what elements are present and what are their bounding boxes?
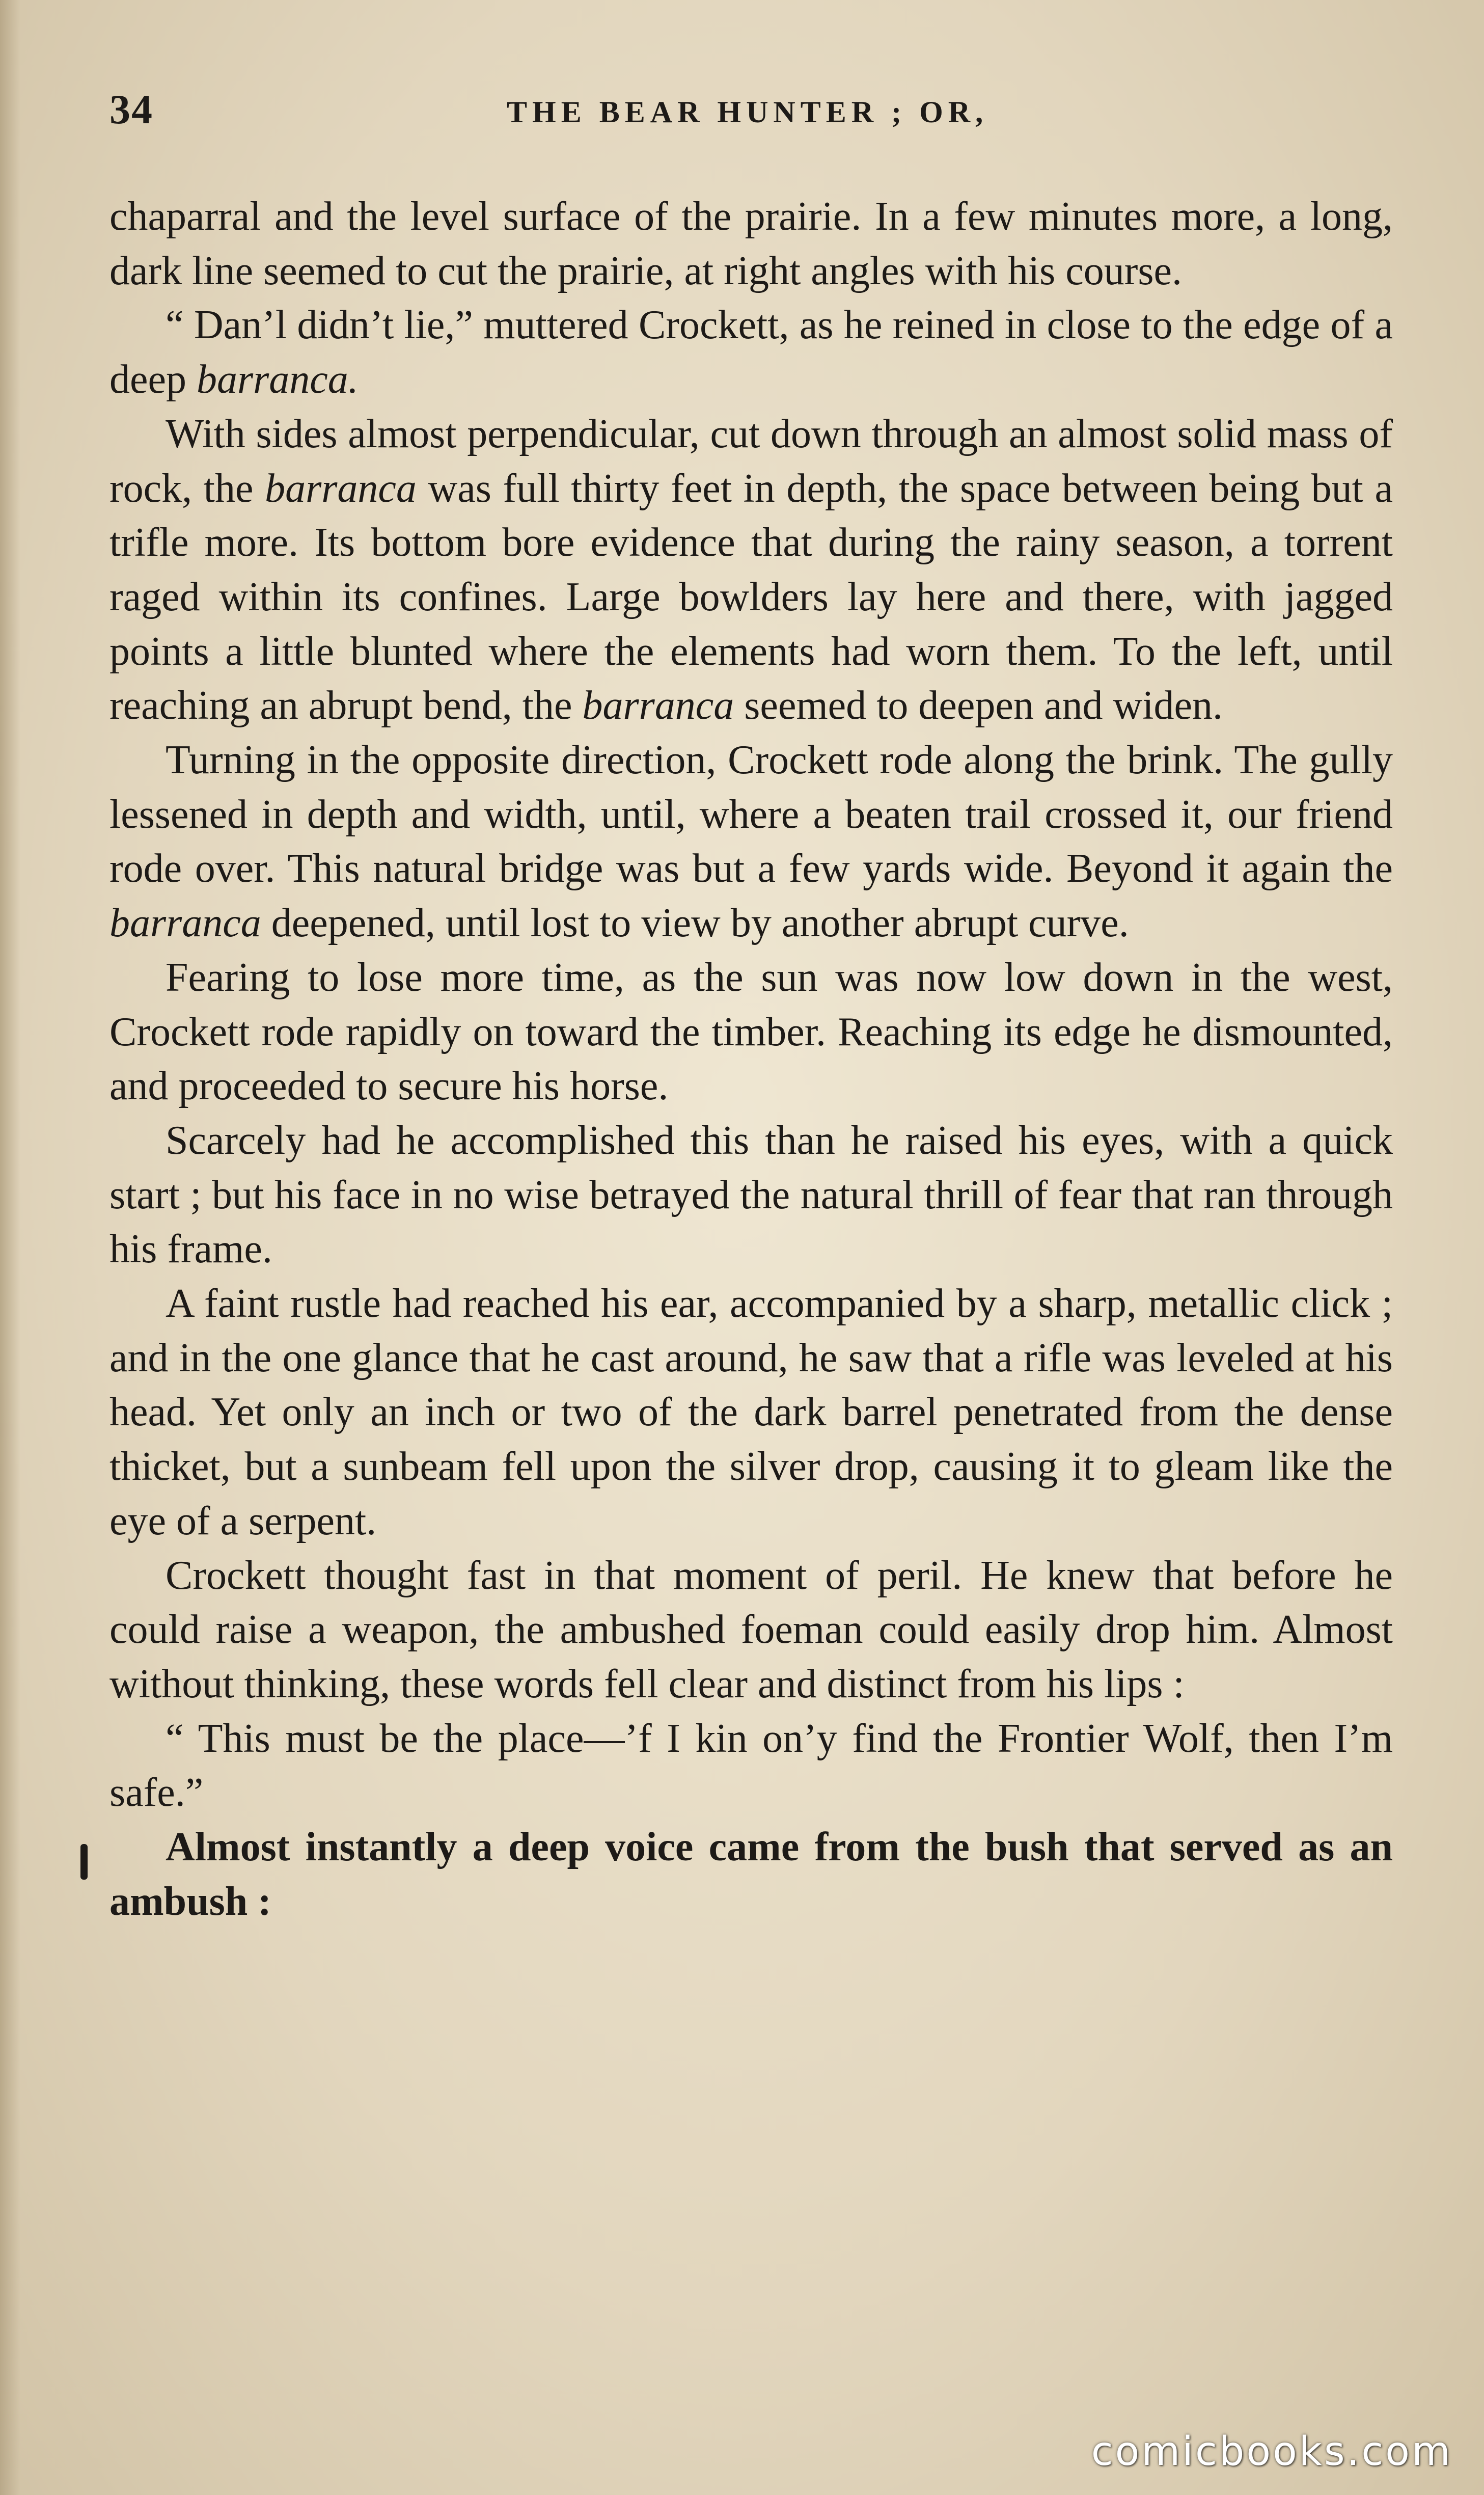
page-header [109,86,1393,137]
italic-text: barranca [265,466,417,511]
text-run: chaparral and the level surface of the prairie. In a few minutes more, a long, dark line seemed to cut the prairie, at right angles with his course. [109,194,1393,293]
running-title: THE BEAR HUNTER ; OR, [507,95,988,129]
paragraph [109,733,1393,951]
page-edge-shadow [0,0,20,2495]
text-run: A faint rustle had reached his ear, accompanied by a sharp, metallic click ; and in the one glance that he cast around, he saw that a rifle was leveled at his head. Yet only an inch or two of the dark barrel penetrated from the dense thicket, but a sunbeam fell upon the silver drop, causing it to gleam like the eye of a serpent. [109,1281,1393,1543]
text-run: Turning in the opposite direction, Crockett rode along the brink. The gully lessened in depth and width, until, where a beaten trail crossed it, our friend rode over. This natural bridge was but a few yards wide. Beyond it again the [109,738,1393,891]
italic-text: barranca. [197,357,359,402]
text-run: was full thirty feet in depth, the space between being but a trifle more. Its bottom bore evidence that during the rainy season, a torrent raged within its confines. Large bowlders lay here and there, with jagged points a little blunted where the elements had worn them. To the left, until reaching an abrupt bend, the [109,466,1393,728]
paragraph [109,1114,1393,1277]
text-run: With sides almost perpendicular, cut down through an almost solid mass of rock, the [109,411,1393,511]
text-run: Almost instantly a deep voice came from the bush that served as an ambush : [109,1825,1393,1924]
italic-text: barranca [109,901,261,946]
paragraph [109,298,1393,406]
page-number: 34 [109,86,153,132]
text-run: “ Dan’l didn’t lie,” muttered Crockett, as he reined in close to the edge of a deep [109,303,1393,402]
text-run: deepened, until lost to view by another abrupt curve. [261,901,1129,946]
text-run: Scarcely had he accomplished this than he raised his eyes, with a quick start ; but his face in no wise betrayed the natural thrill of fear that ran through his frame. [109,1118,1393,1272]
text-run: “ This must be the place—’f I kin on’y find the Frontier Wolf, then I’m safe.” [109,1716,1393,1815]
body-text [109,189,1393,1929]
paragraph [109,189,1393,298]
paragraph [109,1820,1393,1929]
paragraph [109,407,1393,733]
paragraph [109,1712,1393,1820]
paragraph [109,1277,1393,1549]
text-run: Fearing to lose more time, as the sun was now low down in the west, Crockett rode rapidly on toward the timber. Reaching its edge he dismounted, and proceeded to secure his horse. [109,955,1393,1109]
italic-text: barranca [582,683,734,728]
text-run: seemed to deepen and widen. [734,683,1223,728]
watermark: comicbooks.com [1091,2429,1452,2475]
ink-mark [80,1844,88,1880]
paragraph [109,1549,1393,1712]
paragraph [109,951,1393,1114]
text-run: Crockett thought fast in that moment of peril. He knew that before he could raise a weapon, the ambushed foeman could easily drop him. Almost without thinking, these words fell clear and distinct from his lips : [109,1553,1393,1706]
